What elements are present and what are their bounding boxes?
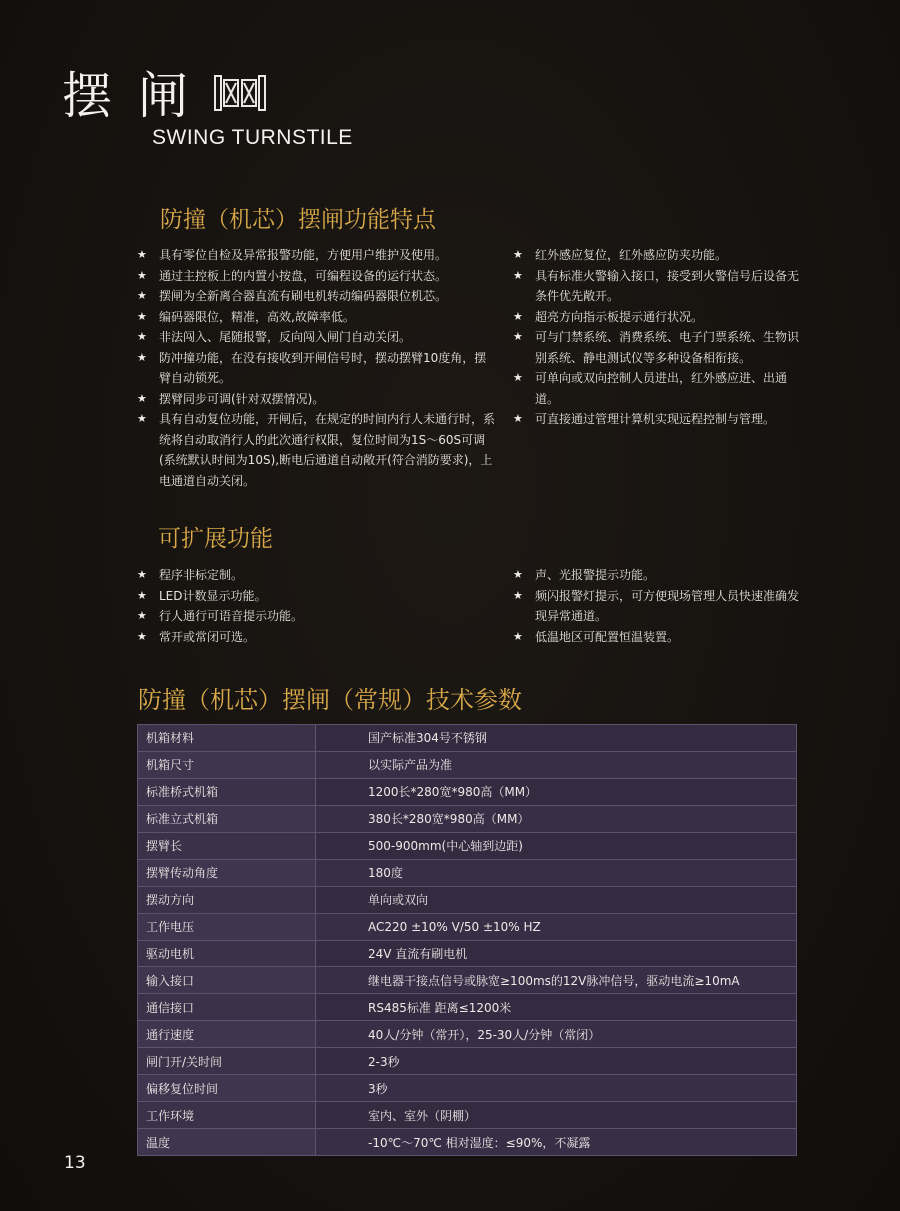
list-item-text: 声、光报警提示功能。 <box>535 568 656 582</box>
star-bullet-icon: ★ <box>137 350 147 364</box>
spec-value: 继电器干接点信号或脉宽≥100ms的12V脉冲信号，驱动电流≥10mA <box>316 967 797 994</box>
spec-value: 500-900mm(中心轴到边距) <box>316 832 797 859</box>
extended-heading: 可扩展功能 <box>158 526 273 552</box>
spec-value: 单向或双向 <box>316 886 797 913</box>
list-item-text: LED计数显示功能。 <box>159 588 267 603</box>
spec-key: 通信接口 <box>138 994 316 1021</box>
star-bullet-icon: ★ <box>137 568 147 581</box>
list-item <box>137 606 497 627</box>
star-bullet-icon: ★ <box>137 330 147 343</box>
features-heading: 防撞（机芯）摆闸功能特点 <box>160 207 436 233</box>
list-item <box>137 327 497 348</box>
list-item <box>137 307 497 328</box>
page-title: 摆闸 <box>62 67 214 125</box>
list-item-text: 编码器限位，精准，高效,故障率低。 <box>159 309 355 324</box>
spec-value: 国产标准304号不锈钢 <box>316 725 797 752</box>
list-item <box>513 245 803 266</box>
list-item-text: 可单向或双向控制人员进出，红外感应进、出通道。 <box>535 371 788 406</box>
list-item-text: 可与门禁系统、消费系统、电子门票系统、生物识别系统、静电测试仪等多种设备相衔接。 <box>535 330 800 365</box>
list-item-text: 具有自动复位功能，开闸后，在规定的时间内行人未通行时，系统将自动取消行人的此次通行权限，复位时间为1S～60S可调(系统默认时间为10S),断电后通道自动敞开(符合消防要求)，上电通道自动关闭。 <box>159 412 496 488</box>
list-item <box>513 565 803 586</box>
star-bullet-icon: ★ <box>513 588 523 602</box>
table-row <box>138 1021 797 1048</box>
table-row <box>138 940 797 967</box>
list-item-text: 频闪报警灯提示，可方便现场管理人员快速准确发现异常通道。 <box>535 588 800 623</box>
spec-value: 180度 <box>316 859 797 886</box>
list-item-text: 具有零位自检及异常报警功能，方便用户维护及使用。 <box>159 248 448 262</box>
spec-key: 机箱尺寸 <box>138 751 316 778</box>
star-bullet-icon: ★ <box>513 629 523 643</box>
star-bullet-icon: ★ <box>513 268 523 282</box>
list-item-text: 红外感应复位，红外感应防夹功能。 <box>535 248 728 262</box>
star-bullet-icon: ★ <box>137 629 147 643</box>
list-item-text: 摆闸为全新离合器直流有刷电机转动编码器限位机芯。 <box>159 289 448 303</box>
spec-value: 3秒 <box>316 1075 797 1102</box>
specs-table <box>137 724 797 1156</box>
list-item-text: 通过主控板上的内置小按盘，可编程设备的运行状态。 <box>159 268 448 283</box>
table-row <box>138 1129 797 1156</box>
spec-value: -10℃～70℃ 相对湿度：≤90%，不凝露 <box>316 1129 797 1156</box>
table-row <box>138 832 797 859</box>
spec-value: 24V 直流有刷电机 <box>316 940 797 967</box>
extended-list-right <box>513 565 803 647</box>
list-item-text: 超亮方向指示板提示通行状况。 <box>535 309 704 324</box>
table-row <box>138 725 797 752</box>
spec-key: 标准立式机箱 <box>138 805 316 832</box>
specs-heading: 防撞（机芯）摆闸（常规）技术参数 <box>138 686 522 714</box>
list-item <box>513 327 803 368</box>
star-bullet-icon: ★ <box>137 609 147 622</box>
star-bullet-icon: ★ <box>513 330 523 343</box>
list-item-text: 非法闯入、尾随报警，反向闯入闸门自动关闭。 <box>159 330 412 344</box>
list-item <box>137 286 497 307</box>
table-row <box>138 994 797 1021</box>
list-item-text: 行人通行可语音提示功能。 <box>159 609 304 623</box>
spec-key: 闸门开/关时间 <box>138 1048 316 1075</box>
table-row <box>138 1048 797 1075</box>
star-bullet-icon: ★ <box>137 289 147 302</box>
table-row <box>138 1102 797 1129</box>
list-item <box>137 586 497 607</box>
star-bullet-icon: ★ <box>513 309 523 323</box>
table-row <box>138 859 797 886</box>
star-bullet-icon: ★ <box>513 371 523 384</box>
spec-value: 以实际产品为准 <box>316 751 797 778</box>
list-item <box>513 627 803 648</box>
page-subtitle: SWING TURNSTILE <box>152 126 353 149</box>
list-item-text: 防冲撞功能，在没有接收到开闸信号时，摆动摆臂10度角，摆臂自动锁死。 <box>159 350 487 385</box>
turnstile-gate-icon <box>213 73 267 113</box>
star-bullet-icon: ★ <box>513 568 523 581</box>
features-list-right <box>513 245 803 430</box>
spec-key: 偏移复位时间 <box>138 1075 316 1102</box>
spec-key: 摆动方向 <box>138 886 316 913</box>
list-item-text: 摆臂同步可调(针对双摆情况)。 <box>159 391 325 406</box>
star-bullet-icon: ★ <box>137 588 147 602</box>
spec-value: RS485标准 距离≤1200米 <box>316 994 797 1021</box>
spec-key: 温度 <box>138 1129 316 1156</box>
star-bullet-icon: ★ <box>513 248 523 261</box>
star-bullet-icon: ★ <box>137 412 147 425</box>
spec-key: 通行速度 <box>138 1021 316 1048</box>
spec-key: 驱动电机 <box>138 940 316 967</box>
spec-value: 1200长*280宽*980高（MM） <box>316 778 797 805</box>
list-item-text: 具有标准火警输入接口，接受到火警信号后设备无条件优先敞开。 <box>535 268 800 303</box>
star-bullet-icon: ★ <box>137 248 147 261</box>
list-item-text: 程序非标定制。 <box>159 568 244 582</box>
spec-value: 室内、室外（阴棚） <box>316 1102 797 1129</box>
list-item <box>137 565 497 586</box>
list-item <box>137 627 497 648</box>
list-item <box>513 409 803 430</box>
list-item <box>137 409 497 491</box>
list-item <box>513 368 803 409</box>
spec-key: 输入接口 <box>138 967 316 994</box>
spec-value: AC220 ±10% V/50 ±10% HZ <box>316 913 797 940</box>
table-row <box>138 913 797 940</box>
table-row <box>138 751 797 778</box>
table-row <box>138 1075 797 1102</box>
spec-key: 工作环境 <box>138 1102 316 1129</box>
extended-list-left <box>137 565 497 647</box>
spec-key: 标准桥式机箱 <box>138 778 316 805</box>
list-item <box>513 266 803 307</box>
star-bullet-icon: ★ <box>137 268 147 282</box>
list-item <box>137 389 497 410</box>
list-item-text: 低温地区可配置恒温装置。 <box>535 629 680 644</box>
list-item <box>137 266 497 287</box>
table-row <box>138 778 797 805</box>
spec-value: 40人/分钟（常开），25-30人/分钟（常闭） <box>316 1021 797 1048</box>
list-item <box>137 245 497 266</box>
list-item-text: 可直接通过管理计算机实现远程控制与管理。 <box>535 412 776 426</box>
spec-key: 摆臂长 <box>138 832 316 859</box>
spec-value: 2-3秒 <box>316 1048 797 1075</box>
list-item <box>513 586 803 627</box>
star-bullet-icon: ★ <box>137 309 147 323</box>
table-row <box>138 886 797 913</box>
spec-key: 机箱材料 <box>138 725 316 752</box>
star-bullet-icon: ★ <box>137 391 147 405</box>
features-list-left <box>137 245 497 491</box>
page-number: 13 <box>64 1153 86 1173</box>
spec-key: 摆臂传动角度 <box>138 859 316 886</box>
list-item-text: 常开或常闭可选。 <box>159 629 256 644</box>
spec-key: 工作电压 <box>138 913 316 940</box>
table-row <box>138 805 797 832</box>
spec-value: 380长*280宽*980高（MM） <box>316 805 797 832</box>
star-bullet-icon: ★ <box>513 412 523 425</box>
list-item <box>137 348 497 389</box>
list-item <box>513 307 803 328</box>
table-row <box>138 967 797 994</box>
